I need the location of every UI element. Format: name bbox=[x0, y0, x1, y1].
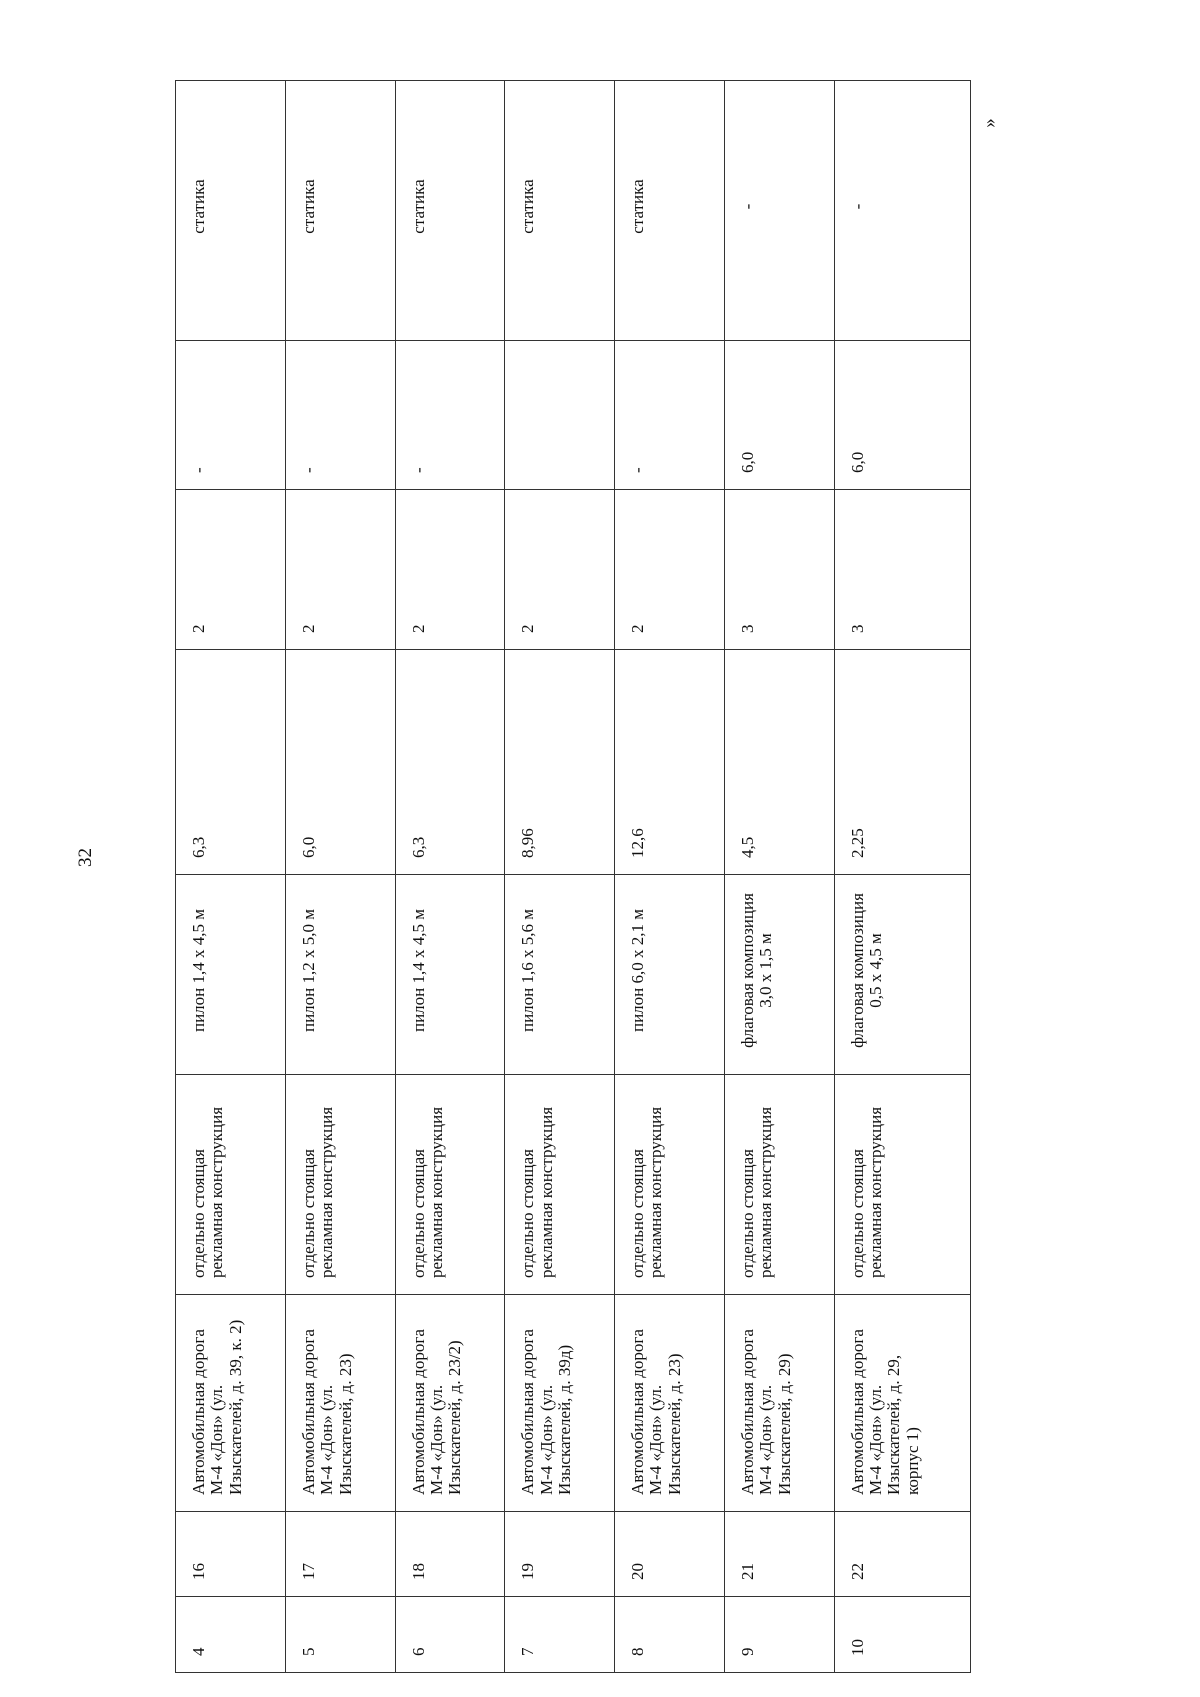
cell-display-mode: статика bbox=[505, 81, 615, 341]
cell-structure-id: 16 bbox=[176, 1512, 286, 1597]
cell-area: 6,3 bbox=[176, 650, 286, 875]
cell-sides: 2 bbox=[505, 490, 615, 650]
cell-structure-type: отдельно стоящая рекламная конструкция bbox=[834, 1075, 970, 1295]
cell-area: 6,3 bbox=[395, 650, 505, 875]
cell-structure-id: 19 bbox=[505, 1512, 615, 1597]
cell-display-mode: статика bbox=[285, 81, 395, 341]
table-container bbox=[175, 81, 971, 1673]
cell-row-number: 5 bbox=[285, 1597, 395, 1673]
table-row bbox=[724, 81, 834, 1673]
advertising-structures-table bbox=[175, 80, 971, 1673]
table-row bbox=[834, 81, 970, 1673]
cell-row-number: 8 bbox=[615, 1597, 725, 1673]
cell-extra-value: - bbox=[395, 341, 505, 490]
page-number: 32 bbox=[75, 848, 96, 867]
cell-address: Автомобильная дорога М-4 «Дон» (ул. Изыскателей, д. 23) bbox=[285, 1295, 395, 1512]
cell-area: 12,6 bbox=[615, 650, 725, 875]
cell-structure-id: 20 bbox=[615, 1512, 725, 1597]
cell-structure-type: отдельно стоящая рекламная конструкция bbox=[724, 1075, 834, 1295]
cell-format: пилон 1,2 х 5,0 м bbox=[285, 875, 395, 1075]
table-row bbox=[615, 81, 725, 1673]
closing-quote: » bbox=[978, 118, 1000, 128]
cell-sides: 2 bbox=[285, 490, 395, 650]
cell-format: пилон 1,4 х 4,5 м bbox=[395, 875, 505, 1075]
cell-structure-type: отдельно стоящая рекламная конструкция bbox=[176, 1075, 286, 1295]
table-row bbox=[505, 81, 615, 1673]
cell-display-mode: статика bbox=[176, 81, 286, 341]
cell-row-number: 9 bbox=[724, 1597, 834, 1673]
cell-sides: 2 bbox=[395, 490, 505, 650]
cell-row-number: 10 bbox=[834, 1597, 970, 1673]
cell-extra-value: - bbox=[615, 341, 725, 490]
cell-address: Автомобильная дорога М-4 «Дон» (ул. Изыскателей, д. 39д) bbox=[505, 1295, 615, 1512]
cell-address: Автомобильная дорога М-4 «Дон» (ул. Изыскателей, д. 23) bbox=[615, 1295, 725, 1512]
cell-area: 8,96 bbox=[505, 650, 615, 875]
cell-extra-value: 6,0 bbox=[724, 341, 834, 490]
cell-extra-value: - bbox=[285, 341, 395, 490]
cell-format: флаговая композиция 3,0 х 1,5 м bbox=[724, 875, 834, 1075]
cell-format: пилон 1,4 х 4,5 м bbox=[176, 875, 286, 1075]
cell-structure-id: 17 bbox=[285, 1512, 395, 1597]
cell-display-mode: - bbox=[724, 81, 834, 341]
cell-area: 6,0 bbox=[285, 650, 395, 875]
cell-structure-type: отдельно стоящая рекламная конструкция bbox=[285, 1075, 395, 1295]
cell-display-mode: - bbox=[834, 81, 970, 341]
cell-row-number: 7 bbox=[505, 1597, 615, 1673]
cell-structure-type: отдельно стоящая рекламная конструкция bbox=[505, 1075, 615, 1295]
cell-row-number: 4 bbox=[176, 1597, 286, 1673]
cell-sides: 3 bbox=[724, 490, 834, 650]
cell-row-number: 6 bbox=[395, 1597, 505, 1673]
cell-area: 4,5 bbox=[724, 650, 834, 875]
cell-structure-id: 18 bbox=[395, 1512, 505, 1597]
cell-structure-id: 22 bbox=[834, 1512, 970, 1597]
cell-display-mode: статика bbox=[615, 81, 725, 341]
cell-area: 2,25 bbox=[834, 650, 970, 875]
rotated-table-frame bbox=[175, 81, 971, 1673]
cell-address: Автомобильная дорога М-4 «Дон» (ул. Изыскателей, д. 29, корпус 1) bbox=[834, 1295, 970, 1512]
cell-sides: 3 bbox=[834, 490, 970, 650]
cell-format: пилон 6,0 х 2,1 м bbox=[615, 875, 725, 1075]
cell-structure-type: отдельно стоящая рекламная конструкция bbox=[395, 1075, 505, 1295]
cell-address: Автомобильная дорога М-4 «Дон» (ул. Изыскателей, д. 29) bbox=[724, 1295, 834, 1512]
cell-format: флаговая композиция 0,5 х 4,5 м bbox=[834, 875, 970, 1075]
cell-structure-id: 21 bbox=[724, 1512, 834, 1597]
cell-address: Автомобильная дорога М-4 «Дон» (ул. Изыскателей, д. 39, к. 2) bbox=[176, 1295, 286, 1512]
table-row bbox=[395, 81, 505, 1673]
cell-extra-value: 6,0 bbox=[834, 341, 970, 490]
cell-sides: 2 bbox=[615, 490, 725, 650]
table-row bbox=[176, 81, 286, 1673]
cell-extra-value bbox=[505, 341, 615, 490]
cell-structure-type: отдельно стоящая рекламная конструкция bbox=[615, 1075, 725, 1295]
table-row bbox=[285, 81, 395, 1673]
cell-extra-value: - bbox=[176, 341, 286, 490]
cell-format: пилон 1,6 х 5,6 м bbox=[505, 875, 615, 1075]
cell-display-mode: статика bbox=[395, 81, 505, 341]
cell-address: Автомобильная дорога М-4 «Дон» (ул. Изыскателей, д. 23/2) bbox=[395, 1295, 505, 1512]
cell-sides: 2 bbox=[176, 490, 286, 650]
